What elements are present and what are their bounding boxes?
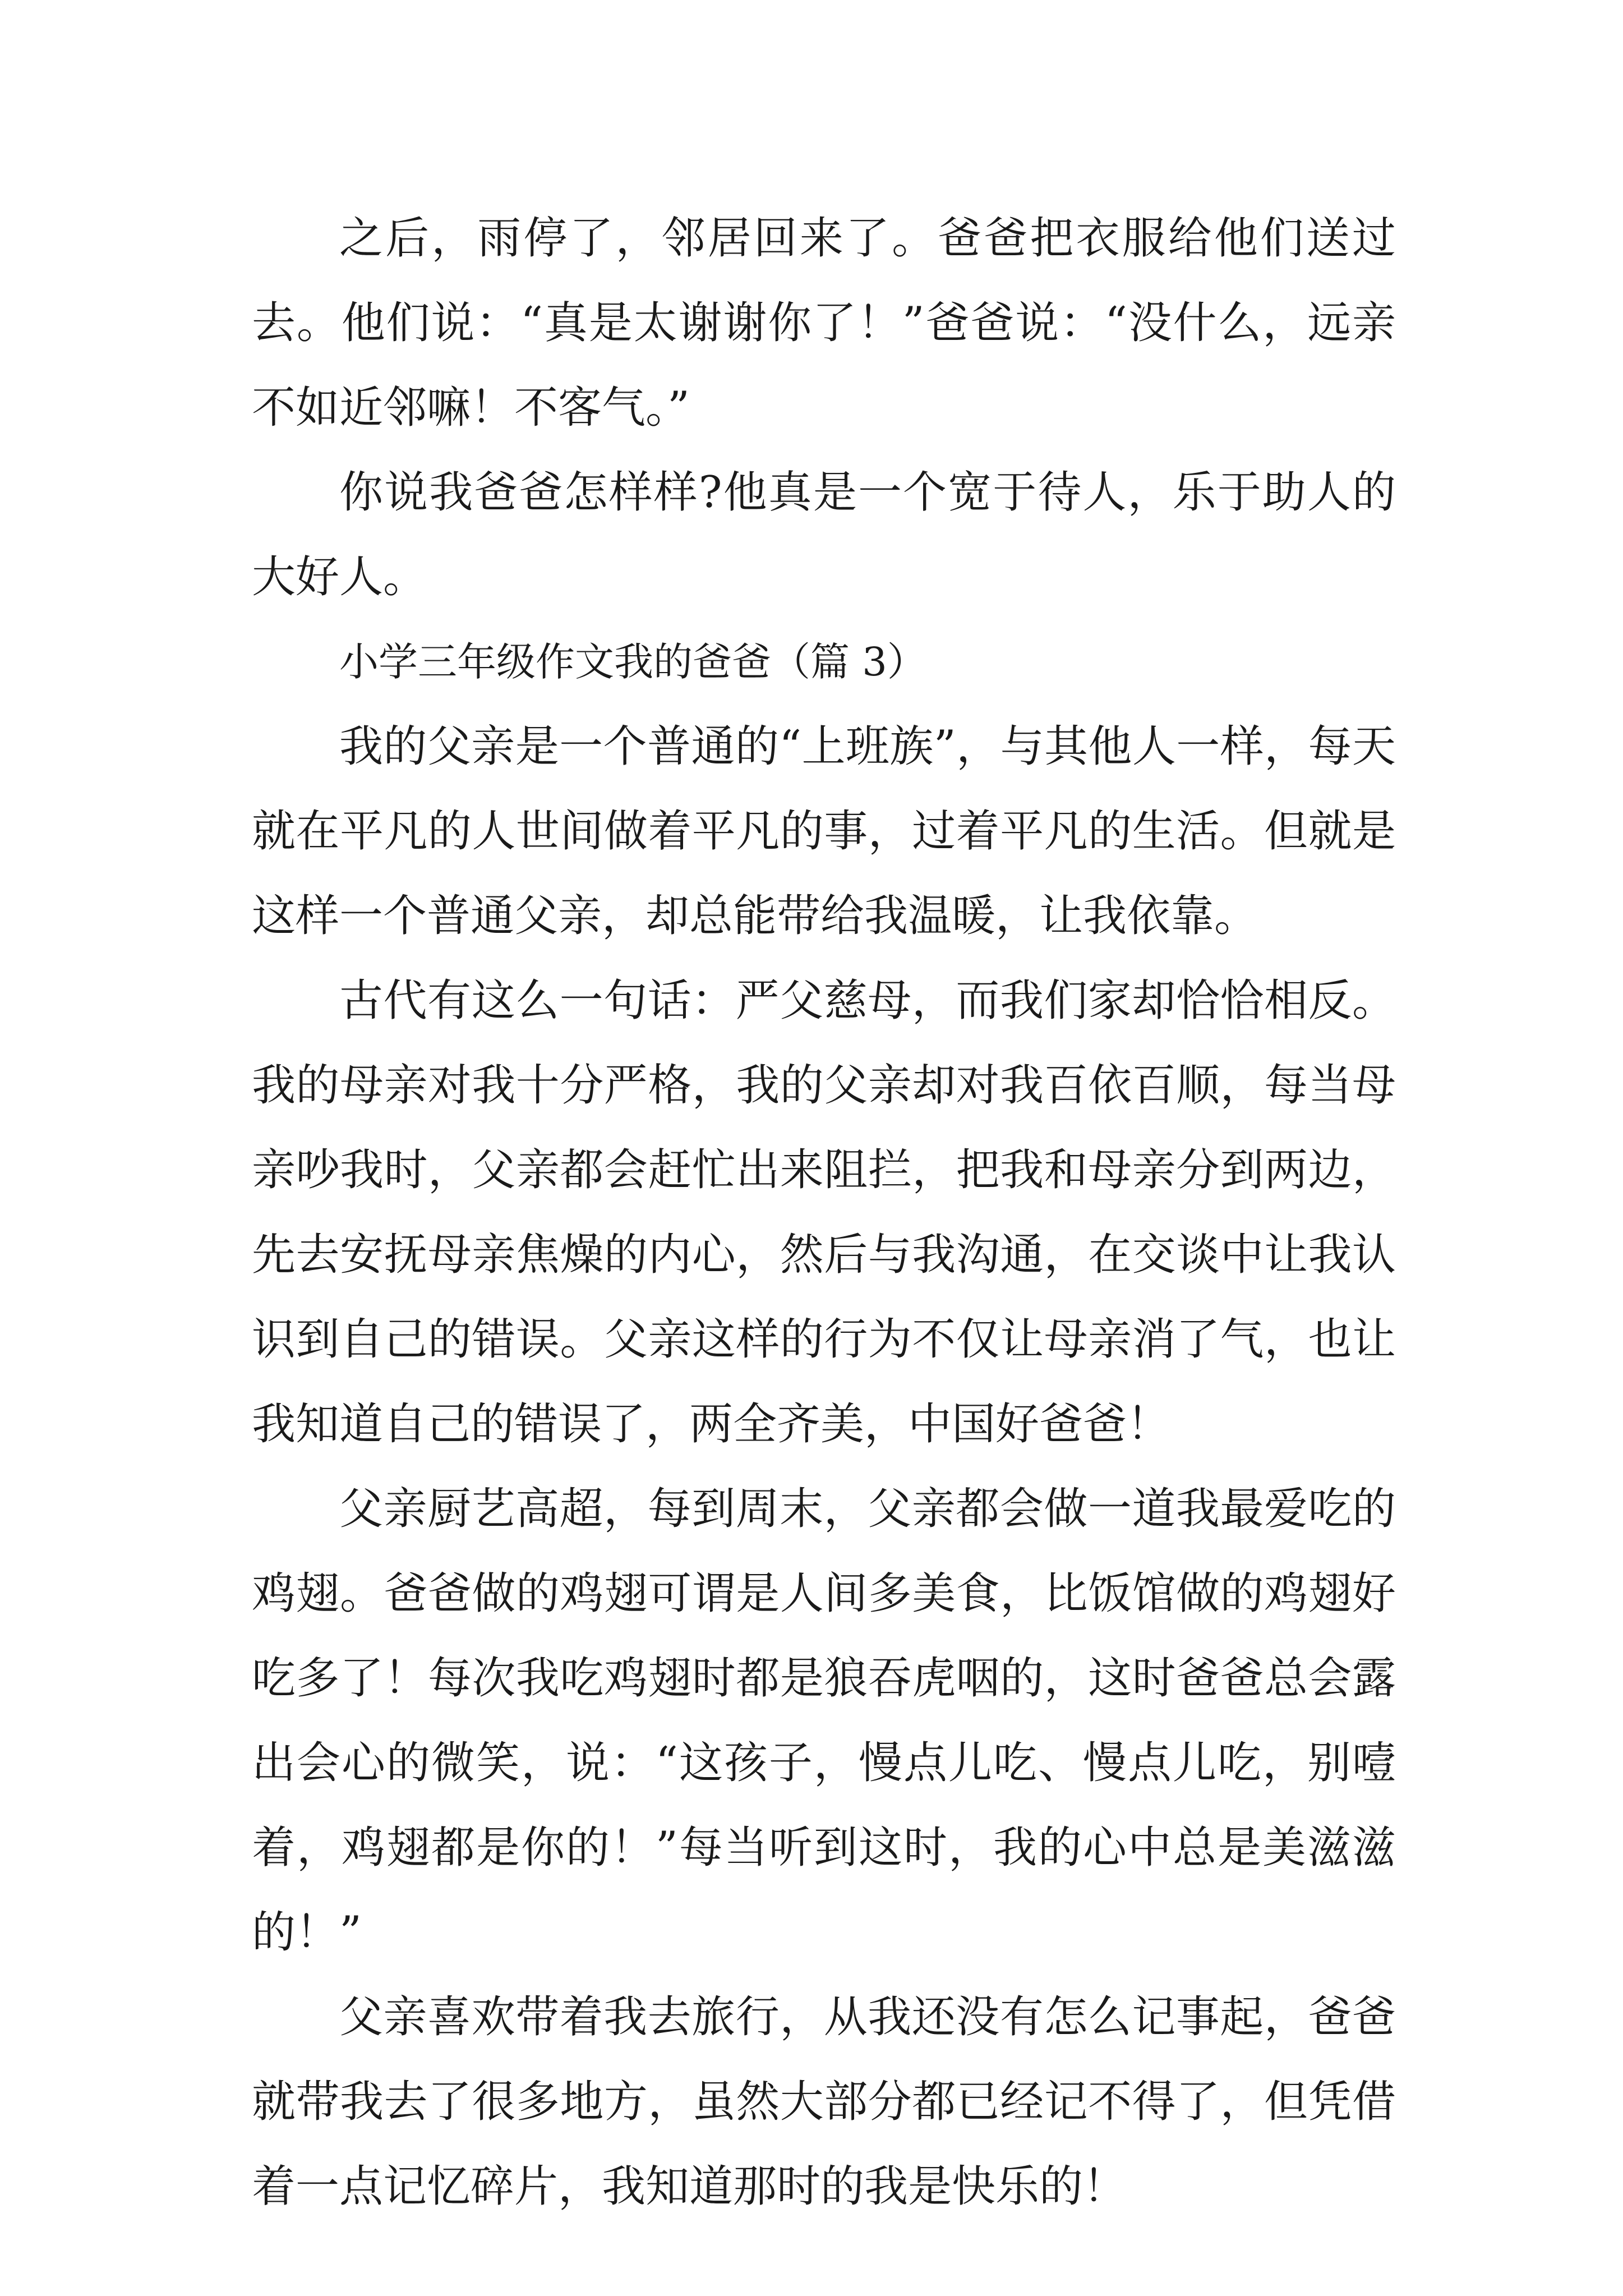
paragraph: 父亲厨艺高超，每到周末，父亲都会做一道我最爱吃的鸡翅。爸爸做的鸡翅可谓是人间多美食，比饭馆做的鸡翅好吃多了！每次我吃鸡翅时都是狼吞虎咽的，这时爸爸总会露出会心的微笑，说：“这孩子，慢点儿吃、慢点儿吃，别噎着，鸡翅都是你的！”每当听到这时，我的心中总是美滋滋的！” xyxy=(252,1484,1396,1958)
section-heading: 小学三年级作文我的爸爸（篇 3） xyxy=(339,639,926,685)
paragraph: 你说我爸爸怎样样?他真是一个宽于待人，乐于助人的大好人。 xyxy=(252,467,1396,602)
paragraph: 古代有这么一句话：严父慈母，而我们家却恰恰相反。我的母亲对我十分严格，我的父亲却对我百依百顺，每当母亲吵我时，父亲都会赶忙出来阻拦，把我和母亲分到两边，先去安抚母亲焦燥的内心，然后与我沟通，在交谈中让我认识到自己的错误。父亲这样的行为不仅让母亲消了气，也让我知道自己的错误了，两全齐美，中国好爸爸！ xyxy=(252,976,1396,1450)
paragraph: 父亲喜欢带着我去旅行，从我还没有怎么记事起，爸爸就带我去了很多地方，虽然大部分都已经记不得了，但凭借着一点记忆碎片，我知道那时的我是快乐的！ xyxy=(252,1992,1396,2212)
paragraph: 之后，雨停了，邻居回来了。爸爸把衣服给他们送过去。他们说：“真是太谢谢你了！”爸爸说：“没什么，远亲不如近邻嘛！不客气。” xyxy=(252,213,1396,433)
paragraph: 我的父亲是一个普通的“上班族”，与其他人一样，每天就在平凡的人世间做着平凡的事，过着平凡的生活。但就是这样一个普通父亲，却总能带给我温暖，让我依靠。 xyxy=(252,721,1396,941)
document-body xyxy=(252,196,1396,2229)
